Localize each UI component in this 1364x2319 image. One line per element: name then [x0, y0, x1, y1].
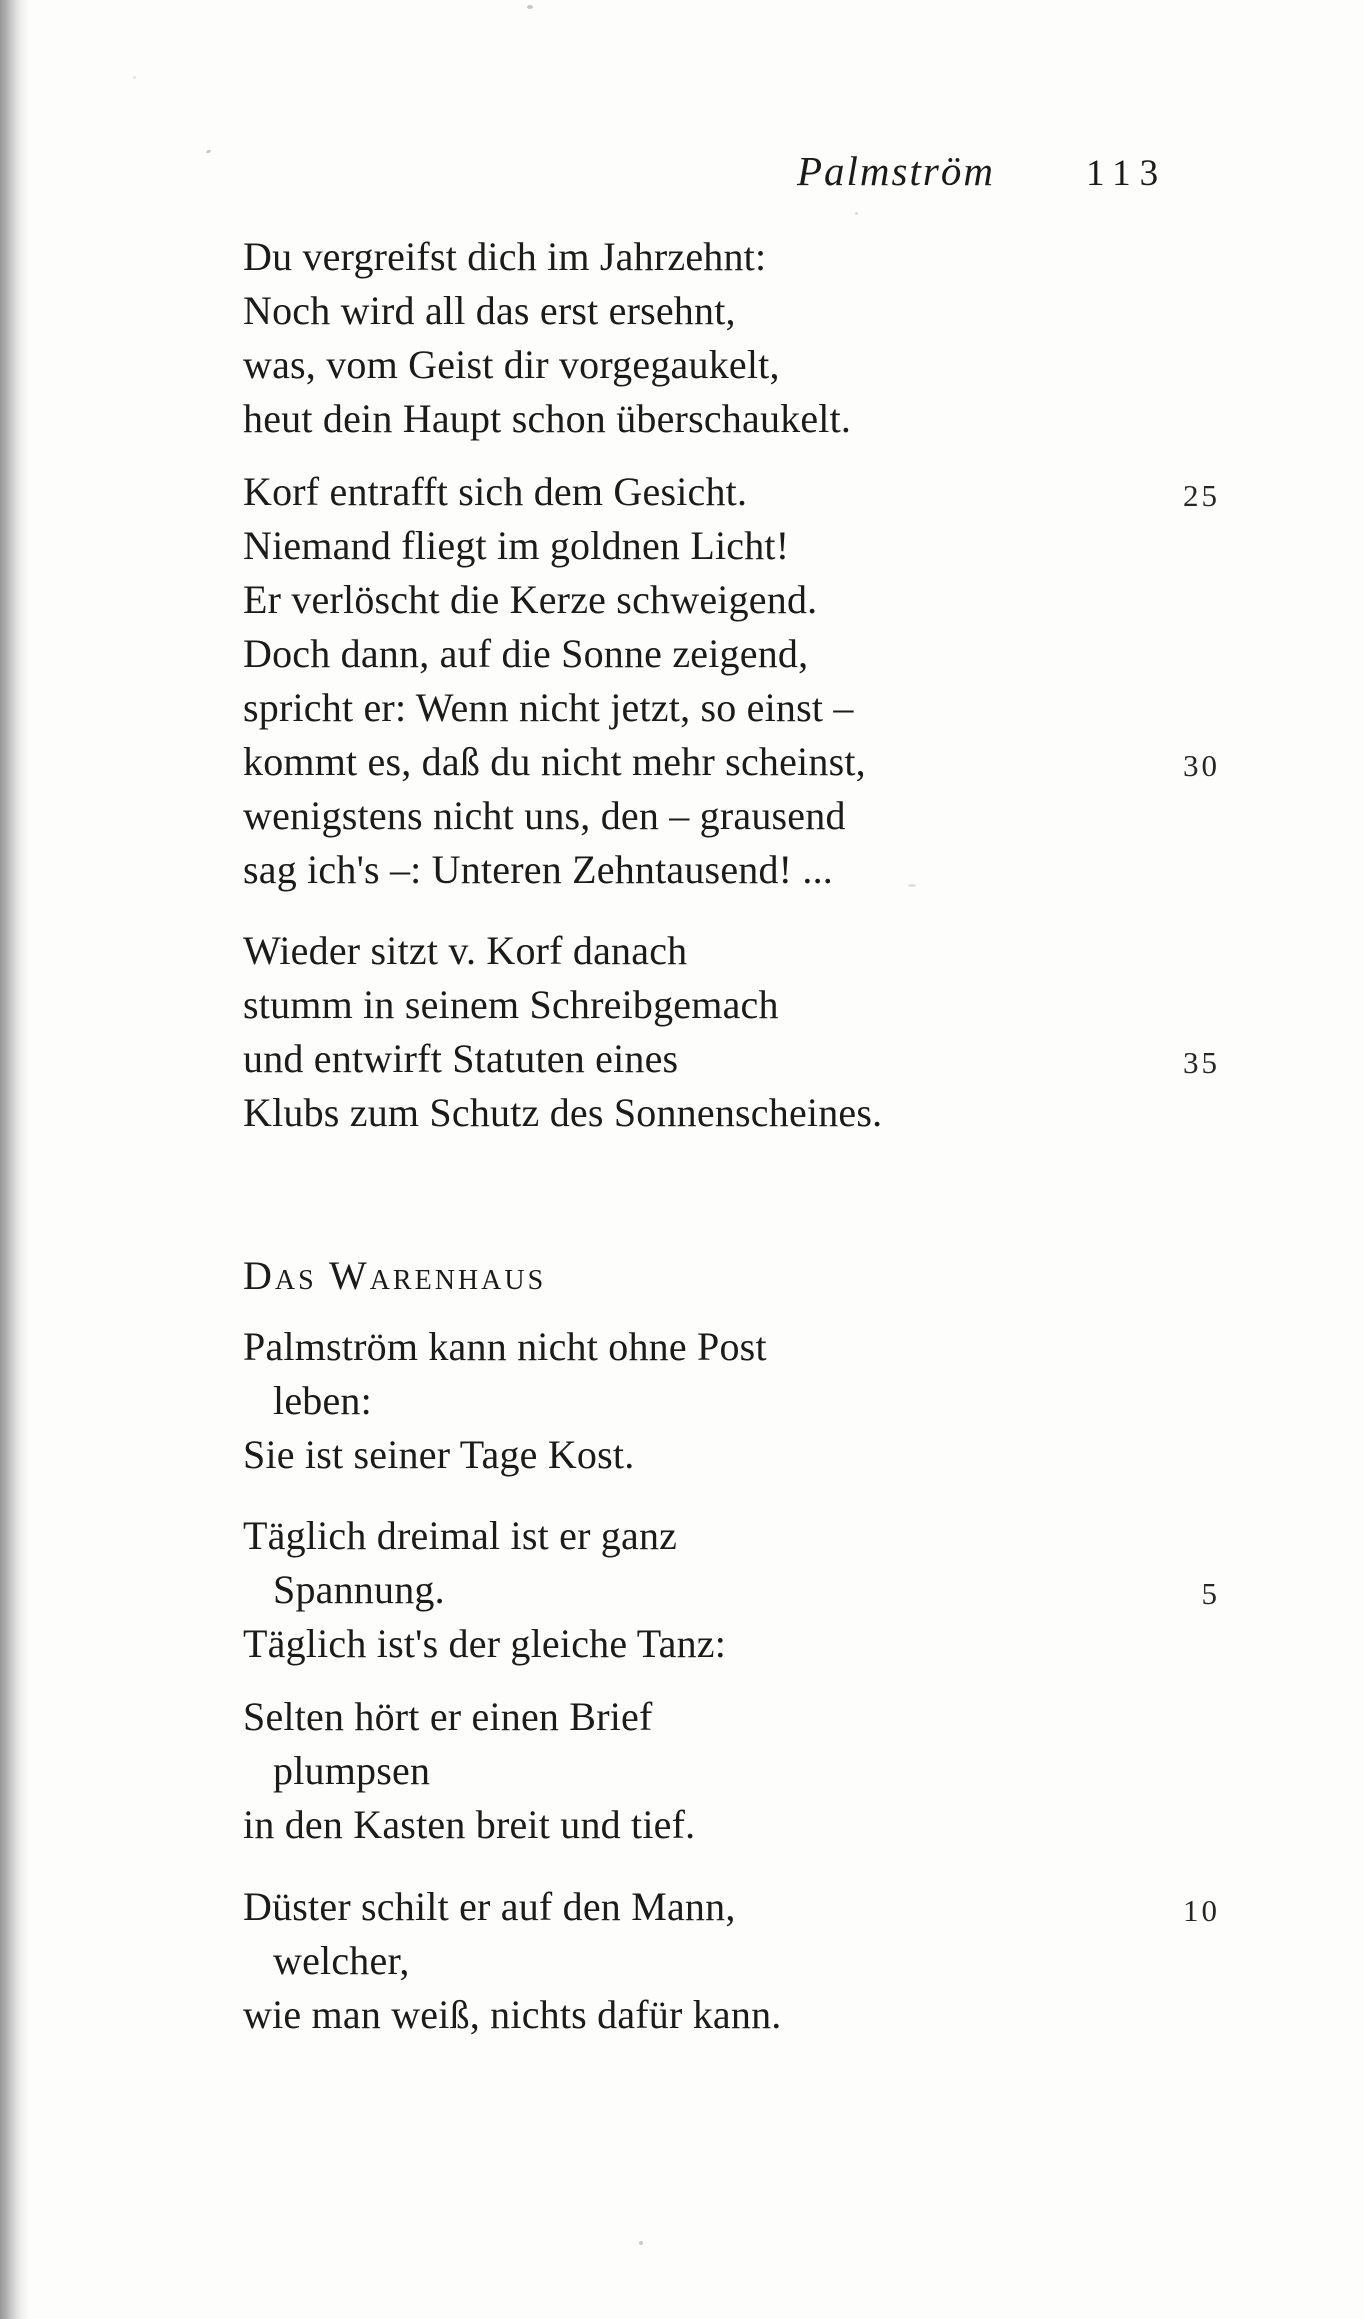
- poem-line: sag ich's –: Unteren Zehntausend! ...: [243, 847, 833, 892]
- stanza: [243, 465, 943, 897]
- margin-line-number: 10: [1183, 1893, 1220, 1928]
- poem-line: heut dein Haupt schon überschaukelt.: [243, 396, 852, 441]
- poem-line: was, vom Geist dir vorgegaukelt,: [243, 342, 780, 387]
- poem-line: Klubs zum Schutz des Sonnenscheines.: [243, 1090, 883, 1135]
- poem-line: Wieder sitzt v. Korf danach: [243, 928, 688, 973]
- poem-line: und entwirft Statuten eines: [243, 1036, 679, 1081]
- poem-line: Palmström kann nicht ohne Post: [243, 1324, 767, 1369]
- scan-speck: [639, 2241, 643, 2245]
- stanza: [243, 230, 943, 446]
- poem-line: leben:: [273, 1378, 372, 1423]
- stanza: [243, 1880, 943, 2042]
- poem-line: spricht er: Wenn nicht jetzt, so einst –: [243, 685, 854, 730]
- margin-line-number: 35: [1183, 1045, 1220, 1080]
- poem-line: Düster schilt er auf den Mann,: [243, 1884, 736, 1929]
- poem-line: Du vergreifst dich im Jahrzehnt:: [243, 234, 767, 279]
- stanza: [243, 924, 943, 1140]
- poem-line: welcher,: [273, 1938, 410, 1983]
- margin-line-number: 5: [1201, 1576, 1220, 1611]
- scan-speck: [855, 212, 858, 215]
- poem-line: Sie ist seiner Tage Kost.: [243, 1432, 635, 1477]
- poem-line: in den Kasten breit und tief.: [243, 1802, 696, 1847]
- stanza: [243, 1690, 943, 1852]
- margin-line-number: 25: [1183, 478, 1220, 513]
- poem-line: Er verlöscht die Kerze schweigend.: [243, 577, 818, 622]
- book-gutter-shadow: [0, 0, 30, 2319]
- poem-line: wenigstens nicht uns, den – grausend: [243, 793, 846, 838]
- poem-line: Täglich dreimal ist er ganz: [243, 1513, 678, 1558]
- scan-speck: [527, 5, 533, 9]
- poem-line: Korf entrafft sich dem Gesicht.: [243, 469, 748, 514]
- poem-line: Täglich ist's der gleiche Tanz:: [243, 1621, 727, 1666]
- poem-line: Noch wird all das erst ersehnt,: [243, 288, 736, 333]
- poem-line: wie man weiß, nichts dafür kann.: [243, 1992, 782, 2037]
- poem-line: Selten hört er einen Brief: [243, 1694, 653, 1739]
- poem-line: Spannung.: [273, 1567, 445, 1612]
- margin-line-number: 30: [1183, 748, 1220, 783]
- stanza: [243, 1509, 943, 1671]
- poem-line: stumm in seinem Schreibgemach: [243, 982, 779, 1027]
- poem-title: Das Warenhaus: [243, 1253, 547, 1298]
- poem-line: plumpsen: [273, 1748, 431, 1793]
- scan-speck: [206, 149, 212, 154]
- page-number: 113: [1086, 153, 1168, 194]
- scan-speck: [908, 884, 916, 887]
- poem-line: Doch dann, auf die Sonne zeigend,: [243, 631, 809, 676]
- poem-line: kommt es, daß du nicht mehr scheinst,: [243, 739, 866, 784]
- scan-speck: [133, 76, 136, 79]
- running-head-title: Palmström: [797, 148, 995, 194]
- stanza: [243, 1320, 943, 1482]
- poem-line: Niemand fliegt im goldnen Licht!: [243, 523, 790, 568]
